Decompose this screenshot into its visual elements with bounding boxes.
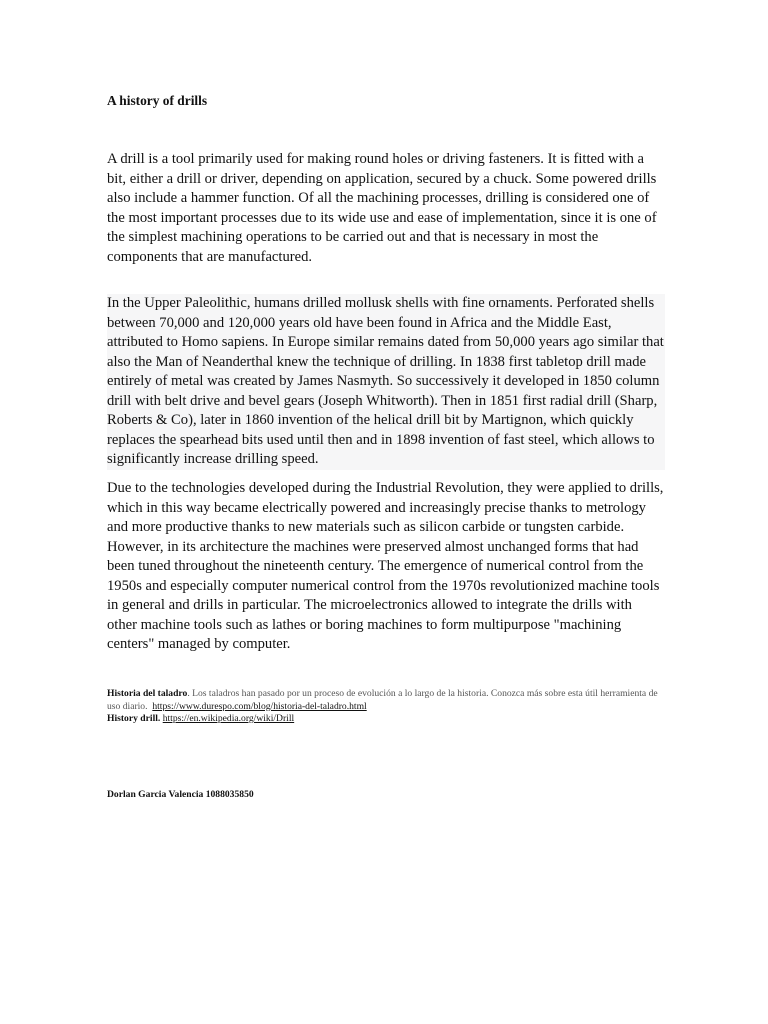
reference-title: Historia del taladro — [107, 688, 188, 699]
reference-link[interactable]: https://www.durespo.com/blog/historia-del-taladro.html — [152, 700, 367, 712]
reference-link[interactable]: https://en.wikipedia.org/wiki/Drill — [162, 713, 295, 725]
reference-title: History drill. — [107, 713, 161, 725]
reference-item — [107, 713, 667, 726]
paragraph-definition: A drill is a tool primarily used for making round holes or driving fasteners. It is fitted with a bit, either a drill or driver, depending on application, secured by a chuck. Some powered drills also include a hammer function. Of all the machining processes, drilling is considered one of the most important processes due to its wide use and ease of implementation, since it is one of the simplest machining operations to be carried out and that is necessary in most the components that are manufactured. — [107, 151, 657, 265]
reference-description: Los taladros han pasado por un proceso de evolución a lo largo de la historia. Conozca más sobre esta útil herramienta de uso diario. — [107, 688, 658, 712]
reference-item: Historia del taladro. Los taladros han pasado por un proceso de evolución a lo largo de la historia. Conozca más sobre esta útil herramienta de uso diario. https://www.durespo.com/blog/historia-del-taladro.html — [107, 688, 658, 712]
author-line: Dorlan Garcia Valencia 1088035850 — [107, 789, 254, 800]
paragraph-early-history: In the Upper Paleolithic, humans drilled mollusk shells with fine ornaments. Perforated shells between 70,000 and 120,000 years old have been found in Africa and the Middle East, attributed to Homo sapiens. In Europe similar remains dated from 50,000 years ago similar that also the Man of Neanderthal knew the technique of drilling. In 1838 first tabletop drill made entirely of metal was created by James Nasmyth. So successively it developed in 1850 column drill with belt drive and bevel gears (Joseph Whitworth). Then in 1851 first radial drill (Sharp, Roberts & Co), later in 1860 invention of the helical drill bit by Martignon, which quickly replaces the spearhead bits used until then and in 1898 invention of fast steel, which allows to significantly increase drilling speed. — [107, 294, 665, 470]
document-title: A history of drills — [107, 93, 208, 108]
paragraph-industrial-revolution: Due to the technologies developed during the Industrial Revolution, they were applied to drills, which in this way became electrically powered and increasingly precise thanks to metrology and more productive thanks to new materials such as silicon carbide or tungsten carbide. However, in its architecture the machines were preserved almost unchanged forms that had been tuned throughout the nineteenth century. The emergence of numerical control from the 1950s and especially computer numerical control from the 1970s revolutionized machine tools in general and drills in particular. The microelectronics allowed to integrate the drills with other machine tools such as lathes or boring machines to form multipurpose "machining centers" managed by computer. — [107, 480, 664, 652]
references — [107, 688, 667, 726]
